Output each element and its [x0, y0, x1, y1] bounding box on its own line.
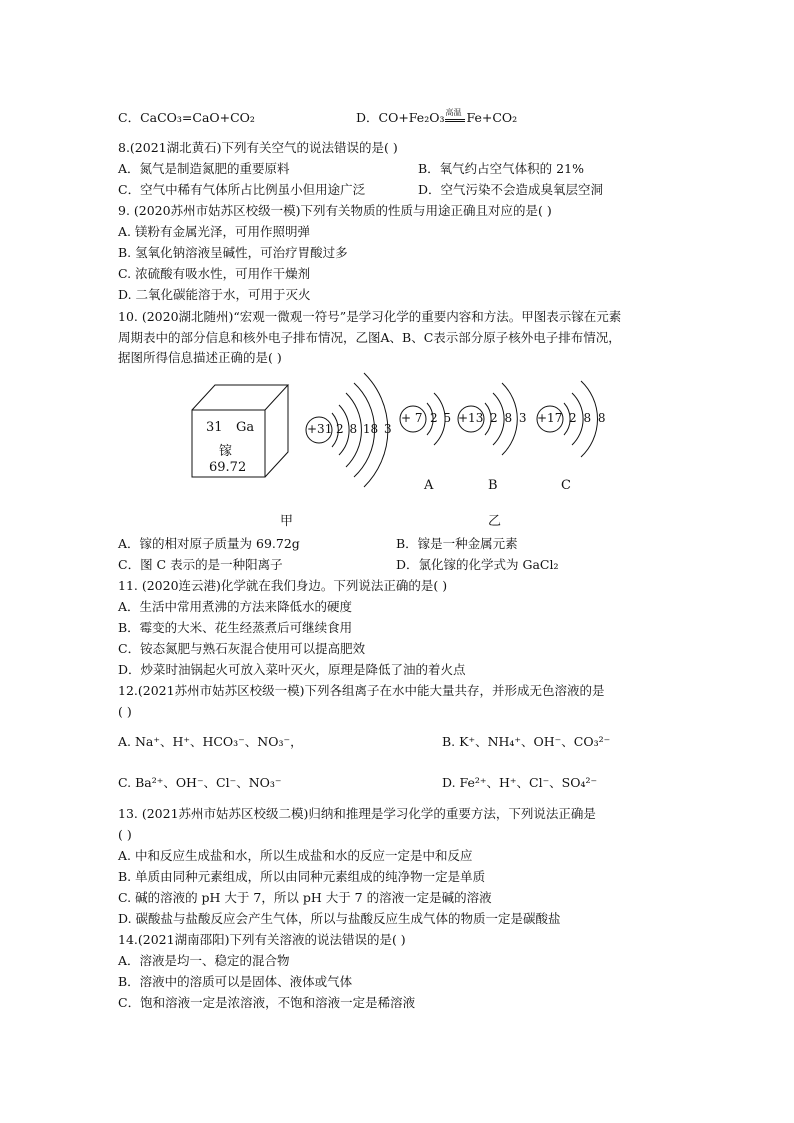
q12-option-a: A. Na⁺、H⁺、HCO₃⁻、NO₃⁻， [118, 734, 303, 749]
q10-option-c: C．图 C 表示的是一种阳离子 [118, 557, 283, 572]
cube-element-symbol: Ga [236, 420, 255, 435]
q7-option-d-prefix: D．CO+Fe₂O₃ [356, 110, 445, 125]
q12-option-d: D. Fe²⁺、H⁺、Cl⁻、SO₄²⁻ [442, 775, 598, 790]
q13-option-d: D. 碳酸盐与盐酸反应会产生气体，所以与盐酸反应生成气体的物质一定是碳酸盐 [118, 911, 561, 926]
q13-option-c: C. 碱的溶液的 pH 大于 7，所以 pH 大于 7 的溶液一定是碱的溶液 [118, 890, 492, 905]
ga-nucleus-charge: +31 [307, 422, 333, 436]
atom-a-nucleus-charge: + 7 [401, 411, 423, 425]
q8-option-c: C．空气中稀有气体所占比例虽小但用途广泛 [118, 182, 366, 197]
q9-option-d: D. 二氧化碳能溶于水，可用于灭火 [118, 287, 311, 302]
atom-b-electron-shells: 2 8 3 [490, 411, 527, 425]
q10-stem-line1: 10. (2020湖北随州)“宏观一微观一符号”是学习化学的重要内容和方法。甲图表示镓在元素 [118, 309, 622, 324]
q11-option-b: B．霉变的大米、花生经蒸煮后可继续食用 [118, 620, 353, 635]
q11-option-a: A．生活中常用煮沸的方法来降低水的硬度 [118, 599, 353, 614]
q7-option-c: C．CaCO₃=CaO+CO₂ [118, 110, 255, 125]
q8-option-b: B．氧气约占空气体积的 21% [418, 161, 584, 176]
q12-stem-line2: ( ) [118, 704, 132, 719]
figure-jia-label: 甲 [280, 514, 294, 529]
q13-stem-line1: 13. (2021苏州市姑苏区校级二模)归纳和推理是学习化学的重要方法，下列说法正确是 [118, 806, 596, 821]
q9-option-b: B. 氢氧化钠溶液呈碱性，可治疗胃酸过多 [118, 245, 348, 260]
figure-yi-label: 乙 [488, 514, 502, 529]
cube-atomic-mass: 69.72 [209, 460, 247, 475]
diagram-graphics [180, 365, 620, 540]
q7-option-d [356, 110, 517, 126]
atom-c-nucleus-charge: +17 [537, 411, 563, 425]
atom-a-label: A [424, 478, 434, 493]
cube-atomic-number: 31 [206, 420, 223, 435]
q10-stem-line2: 周期表中的部分信息和核外电子排布情况，乙图A、B、C表示部分原子核外电子排布情况， [118, 330, 621, 345]
atomic-structure-diagram [180, 365, 620, 540]
q11-option-d: D．炒菜时油锅起火可放入菜叶灭火，原理是降低了油的着火点 [118, 662, 466, 677]
q14-option-b: B．溶液中的溶质可以是固体、液体或气体 [118, 974, 353, 989]
q9-stem: 9. (2020苏州市姑苏区校级一模)下列有关物质的性质与用途正确且对应的是( ) [118, 203, 552, 218]
q7-option-d-suffix: Fe+CO₂ [466, 110, 518, 125]
q10-option-b: B．镓是一种金属元素 [396, 536, 518, 551]
q10-option-d: D．氯化镓的化学式为 GaCl₂ [396, 557, 559, 572]
q10-option-a: A．镓的相对原子质量为 69.72g [118, 536, 300, 551]
q12-option-b: B. K⁺、NH₄⁺、OH⁻、CO₃²⁻ [442, 734, 611, 749]
ga-electron-shells: 2 8 18 3 [336, 422, 392, 436]
reaction-arrow [444, 110, 466, 126]
q14-option-c: C．饱和溶液一定是浓溶液，不饱和溶液一定是稀溶液 [118, 995, 416, 1010]
q14-option-a: A．溶液是均一、稳定的混合物 [118, 953, 290, 968]
q13-option-a: A. 中和反应生成盐和水，所以生成盐和水的反应一定是中和反应 [118, 848, 473, 863]
q12-stem-line1: 12.(2021苏州市姑苏区校级一模)下列各组离子在水中能大量共存，并形成无色溶液的是 [118, 683, 605, 698]
atom-b-label: B [488, 478, 498, 493]
q12-option-c: C. Ba²⁺、OH⁻、Cl⁻、NO₃⁻ [118, 775, 282, 790]
q8-option-d: D．空气污染不会造成臭氧层空洞 [418, 182, 604, 197]
q9-option-a: A. 镁粉有金属光泽，可用作照明弹 [118, 224, 310, 239]
reaction-condition: 高温 [445, 108, 462, 117]
q11-stem: 11. (2020连云港)化学就在我们身边。下列说法正确的是( ) [118, 578, 448, 593]
q13-stem-line2: ( ) [118, 827, 132, 842]
cube-element-name: 镓 [219, 444, 233, 459]
atom-c-electron-shells: 2 8 8 [569, 411, 606, 425]
q10-stem-line3: 据图所得信息描述正确的是( ) [118, 350, 282, 365]
atom-a-electron-shells: 2 5 [430, 411, 452, 425]
q9-option-c: C. 浓硫酸有吸水性，可用作干燥剂 [118, 266, 311, 281]
atom-c-label: C [561, 478, 571, 493]
atom-b-nucleus-charge: +13 [458, 411, 484, 425]
q14-stem: 14.(2021湖南邵阳)下列有关溶液的说法错误的是( ) [118, 932, 406, 947]
q11-option-c: C．铵态氮肥与熟石灰混合使用可以提高肥效 [118, 641, 366, 656]
q13-option-b: B. 单质由同种元素组成，所以由同种元素组成的纯净物一定是单质 [118, 869, 486, 884]
q8-option-a: A．氮气是制造氮肥的重要原料 [118, 161, 290, 176]
q8-stem: 8.(2021湖北黄石)下列有关空气的说法错误的是( ) [118, 140, 398, 155]
